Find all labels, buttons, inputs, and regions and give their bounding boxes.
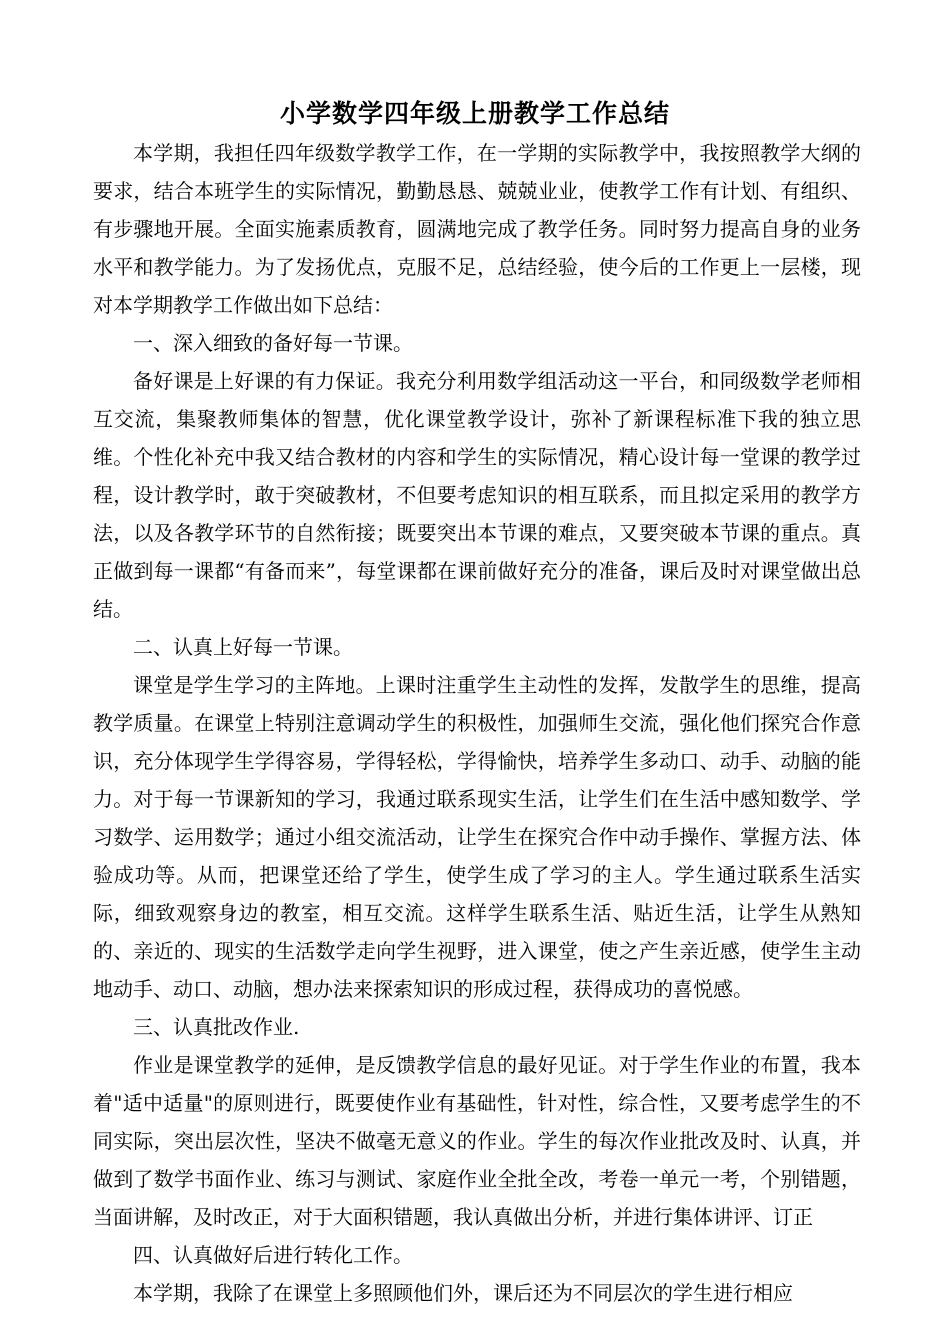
section-heading-2: 二、认真上好每一节课。 [133, 635, 353, 659]
document-body [93, 134, 861, 1312]
section-heading-4: 四、认真做好后进行转化工作。 [133, 1243, 413, 1267]
section-2-paragraph: 课堂是学生学习的主阵地。上课时注重学生主动性的发挥，发散学生的思维，提高教学质量。在课堂上特别注意调动学生的积极性，加强师生交流，强化他们探究合作意识，充分体现学生学得容易，学得轻松，学得愉快，培养学生多动口、动手、动脑的能力。对于每一节课新知的学习，我通过联系现实生活，让学生们在生活中感知数学、学习数学、运用数学；通过小组交流活动，让学生在探究合作中动手操作、掌握方法、体验成功等。从而，把课堂还给了学生，使学生成了学习的主人。学生通过联系生活实际，细致观察身边的教室，相互交流。这样学生联系生活、贴近生活，让学生从熟知的、亲近的、现实的生活数学走向学生视野，进入课堂，使之产生亲近感，使学生主动地动手、动口、动脑，想办法来探索知识的形成过程，获得成功的喜悦感。 [93, 673, 861, 1001]
section-heading-3: 三、认真批改作业. [133, 1015, 300, 1039]
section-4-paragraph: 本学期，我除了在课堂上多照顾他们外，课后还为不同层次的学生进行相应 [133, 1281, 793, 1305]
section-heading-1: 一、深入细致的备好每一节课。 [133, 331, 413, 355]
section-1-paragraph: 备好课是上好课的有力保证。我充分利用数学组活动这一平台，和同级数学老师相互交流，集聚教师集体的智慧，优化课堂教学设计，弥补了新课程标准下我的独立思维。个性化补充中我又结合教材的内容和学生的实际情况，精心设计每一堂课的教学过程，设计教学时，敢于突破教材，不但要考虑知识的相互联系，而且拟定采用的教学方法，以及各教学环节的自然衔接；既要突出本节课的难点，又要突破本节课的重点。真正做到每一课都“有备而来”，每堂课都在课前做好充分的准备，课后及时对课堂做出总结。 [93, 369, 861, 621]
document-title: 小学数学四年级上册教学工作总结 [279, 99, 670, 128]
intro-paragraph: 本学期，我担任四年级数学教学工作，在一学期的实际教学中，我按照教学大纲的要求，结合本班学生的实际情况，勤勤恳恳、兢兢业业，使教学工作有计划、有组织、有步骤地开展。全面实施素质教育，圆满地完成了教学任务。同时努力提高自身的业务水平和教学能力。为了发扬优点，克服不足，总结经验，使今后的工作更上一层楼，现对本学期教学工作做出如下总结： [93, 141, 861, 317]
section-3-paragraph: 作业是课堂教学的延伸，是反馈教学信息的最好见证。对于学生作业的布置，我本着"适中适量"的原则进行，既要使作业有基础性，针对性，综合性，又要考虑学生的不同实际，突出层次性，坚决不做毫无意义的作业。学生的每次作业批改及时、认真，并做到了数学书面作业、练习与测试、家庭作业全批全改，考卷一单元一考，个别错题，当面讲解，及时改正，对于大面积错题，我认真做出分析，并进行集体讲评、订正 [93, 1053, 861, 1229]
